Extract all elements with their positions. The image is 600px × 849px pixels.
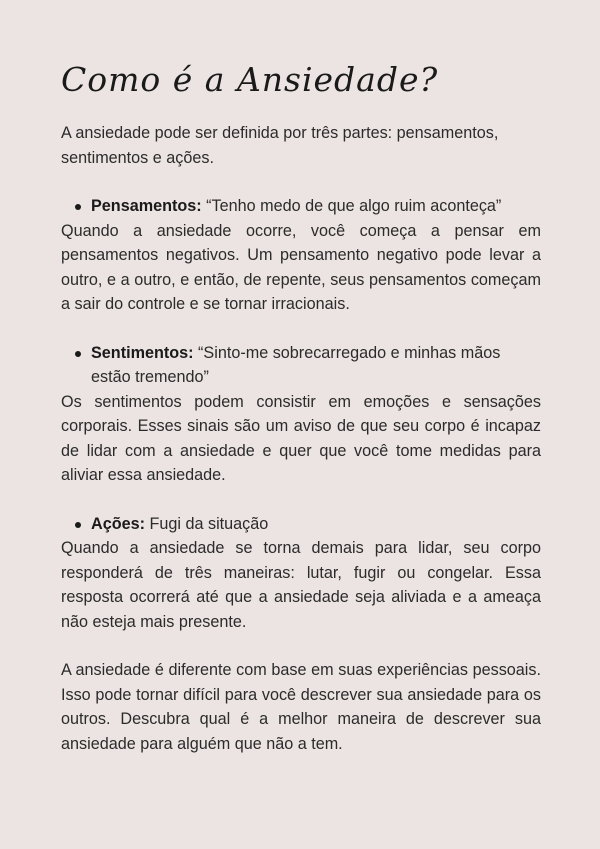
page-title: Como é a Ansiedade? xyxy=(61,60,439,99)
section-body: Quando a ansiedade se torna demais para lidar, seu corpo responderá de três maneiras: lutar, fugir ou congelar. Essa resposta ocorrerá até que a ansiedade seja aliviada e a ameaça não esteja mais presente. xyxy=(61,539,541,631)
section-quote: Fugi da situação xyxy=(149,514,269,533)
section-quote: “Sinto-me sobrecarregado e minhas mãos estão tremendo” xyxy=(91,343,501,386)
bullet-item xyxy=(91,341,541,390)
section-quote: “Tenho medo de que algo ruim aconteça” xyxy=(206,197,502,215)
bullet-list xyxy=(61,341,541,390)
section-pensamentos xyxy=(61,194,541,317)
closing-paragraph: A ansiedade é diferente com base em suas experiências pessoais. Isso pode tornar difícil para você descrever sua ansiedade para os outros. Descubra qual é a melhor maneira de descrever sua ansiedade para alguém que não a tem. xyxy=(61,661,541,753)
bullet-dot-icon xyxy=(75,351,81,357)
section-term: Pensamentos: xyxy=(91,197,202,215)
bullet-item xyxy=(91,512,541,537)
section-term: Ações: xyxy=(91,514,145,533)
document-page xyxy=(61,52,541,756)
bullet-list xyxy=(61,194,541,219)
section-sentimentos xyxy=(61,341,541,488)
section-body: Quando a ansiedade ocorre, você começa a pensar em pensamentos negativos. Um pensamento negativo pode levar a outro, e a outro, e então, de repente, seus pensamentos começam a sair do controle e se tornar irracionais. xyxy=(61,221,541,313)
bullet-list xyxy=(61,512,541,537)
bullet-dot-icon xyxy=(75,522,81,528)
section-body: Os sentimentos podem consistir em emoções e sensações corporais. Esses sinais são um aviso de que seu corpo é incapaz de lidar com a ansiedade e quer que você tome medidas para aliviar essa ansiedade. xyxy=(61,392,541,484)
section-term: Sentimentos: xyxy=(91,343,194,362)
section-acoes xyxy=(61,512,541,635)
bullet-item xyxy=(91,194,541,219)
bullet-dot-icon xyxy=(75,204,81,210)
intro-paragraph: A ansiedade pode ser definida por três partes: pensamentos, sentimentos e ações. xyxy=(61,124,499,167)
